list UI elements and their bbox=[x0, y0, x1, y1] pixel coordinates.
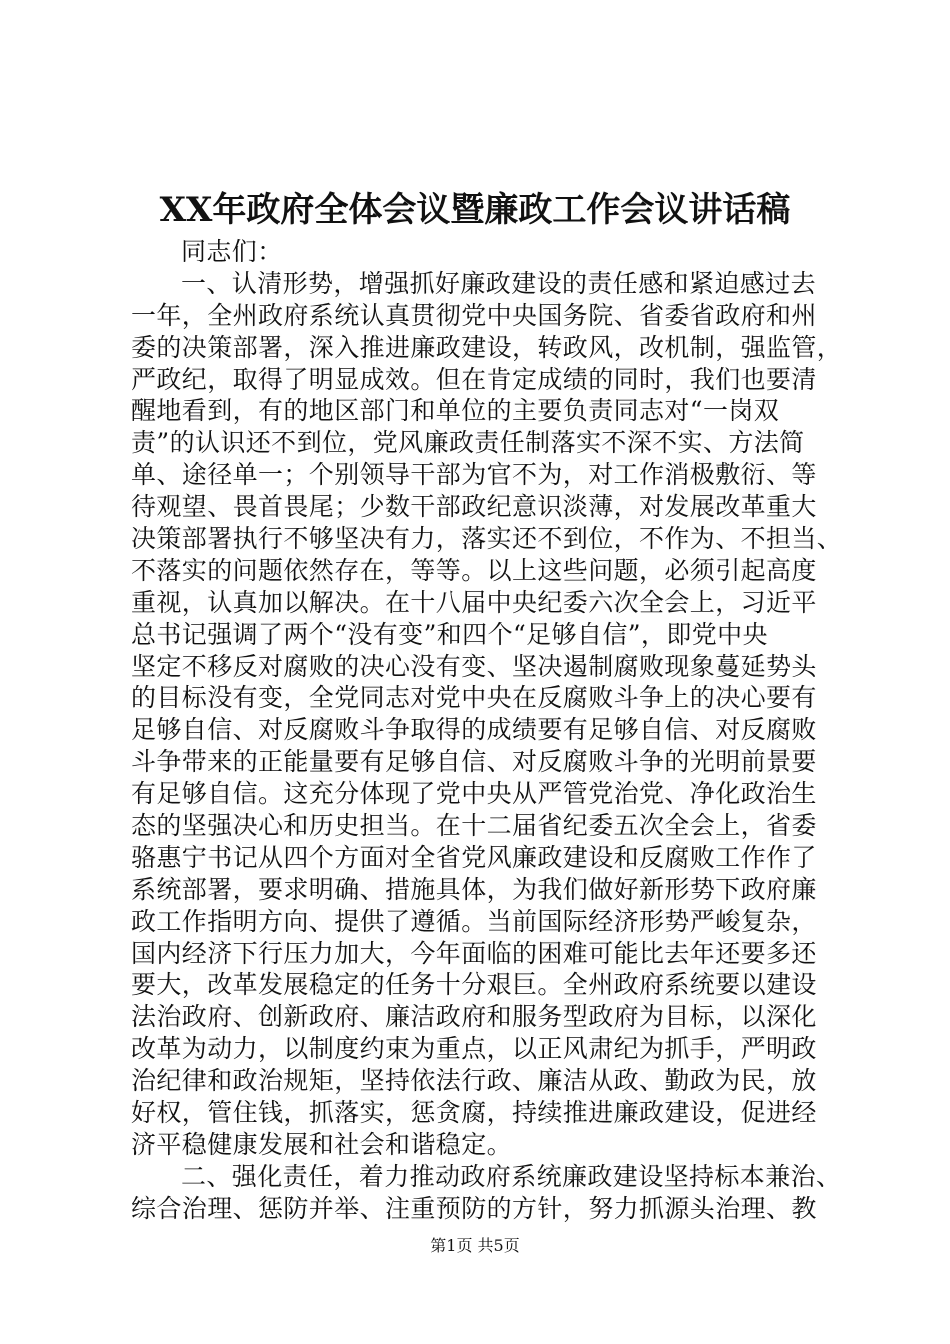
paragraph-line: 政工作指明方向、提供了遵循。当前国际经济形势严峻复杂， bbox=[131, 906, 817, 936]
paragraph-line: 有足够自信。这充分体现了党中央从严管党治党、净化政治生 bbox=[131, 779, 817, 809]
paragraph-line: 治纪律和政治规矩，坚持依法行政、廉洁从政、勤政为民，放 bbox=[131, 1066, 817, 1096]
paragraph-line: 足够自信、对反腐败斗争取得的成绩要有足够自信、对反腐败 bbox=[131, 715, 817, 745]
document-title: XX年政府全体会议暨廉政工作会议讲话稿 bbox=[159, 190, 791, 230]
paragraph-line: 要大，改革发展稳定的任务十分艰巨。全州政府系统要以建设 bbox=[131, 970, 817, 1000]
page-number-footer: 第1页 共5页 bbox=[430, 1236, 520, 1255]
paragraph-line: 斗争带来的正能量要有足够自信、对反腐败斗争的光明前景要 bbox=[131, 747, 817, 777]
paragraph-line: 骆惠宁书记从四个方面对全省党风廉政建设和反腐败工作作了 bbox=[131, 842, 817, 872]
paragraph-line: 单、途径单一；个别领导干部为官不为，对工作消极敷衍、等 bbox=[131, 460, 817, 490]
paragraph-line: 好权，管住钱，抓落实，惩贪腐，持续推进廉政建设，促进经 bbox=[131, 1098, 817, 1128]
paragraph-line: 的目标没有变，全党同志对党中央在反腐败斗争上的决心要有 bbox=[131, 683, 817, 713]
paragraph-line: 严政纪，取得了明显成效。但在肯定成绩的同时，我们也要清 bbox=[131, 364, 817, 394]
paragraph-line: 态的坚强决心和历史担当。在十二届省纪委五次全会上，省委 bbox=[131, 811, 817, 841]
paragraph-line: 二、强化责任，着力推动政府系统廉政建设坚持标本兼治、 bbox=[181, 1161, 842, 1191]
paragraph-line: 决策部署执行不够坚决有力，落实还不到位，不作为、不担当、 bbox=[131, 524, 843, 554]
paragraph-line: 法治政府、创新政府、廉洁政府和服务型政府为目标，以深化 bbox=[131, 1002, 817, 1032]
document-body bbox=[131, 236, 843, 1225]
paragraph-line: 改革为动力，以制度约束为重点，以正风肃纪为抓手，严明政 bbox=[131, 1034, 817, 1064]
paragraph-line: 重视，认真加以解决。在十八届中央纪委六次全会上，习近平 bbox=[131, 587, 817, 617]
paragraph-line: 不落实的问题依然存在，等等。以上这些问题，必须引起高度 bbox=[131, 555, 817, 585]
paragraph-line: 综合治理、惩防并举、注重预防的方针，努力抓源头治理、教 bbox=[131, 1193, 817, 1223]
paragraph-line: 一年，全州政府系统认真贯彻党中央国务院、省委省政府和州 bbox=[131, 300, 817, 330]
paragraph-line: 责”的认识还不到位，党风廉政责任制落实不深不实、方法简 bbox=[131, 428, 805, 458]
paragraph-line: 委的决策部署，深入推进廉政建设，转政风，改机制，强监管， bbox=[131, 332, 843, 362]
paragraph-line: 国内经济下行压力加大，今年面临的困难可能比去年还要多还 bbox=[131, 938, 817, 968]
salutation-line: 同志们： bbox=[181, 237, 283, 266]
paragraph-line: 待观望、畏首畏尾；少数干部政纪意识淡薄，对发展改革重大 bbox=[131, 492, 817, 522]
paragraph-line: 醒地看到，有的地区部门和单位的主要负责同志对“一岗双 bbox=[131, 396, 780, 426]
paragraph-line: 济平稳健康发展和社会和谐稳定。 bbox=[131, 1129, 513, 1159]
paragraph-line: 总书记强调了两个“没有变”和四个“足够自信”，即党中央 bbox=[131, 619, 768, 649]
paragraph-line: 坚定不移反对腐败的决心没有变、坚决遏制腐败现象蔓延势头 bbox=[131, 651, 817, 681]
paragraph-line: 系统部署，要求明确、措施具体，为我们做好新形势下政府廉 bbox=[131, 874, 817, 904]
paragraph-line: 一、认清形势，增强抓好廉政建设的责任感和紧迫感过去 bbox=[181, 268, 817, 298]
